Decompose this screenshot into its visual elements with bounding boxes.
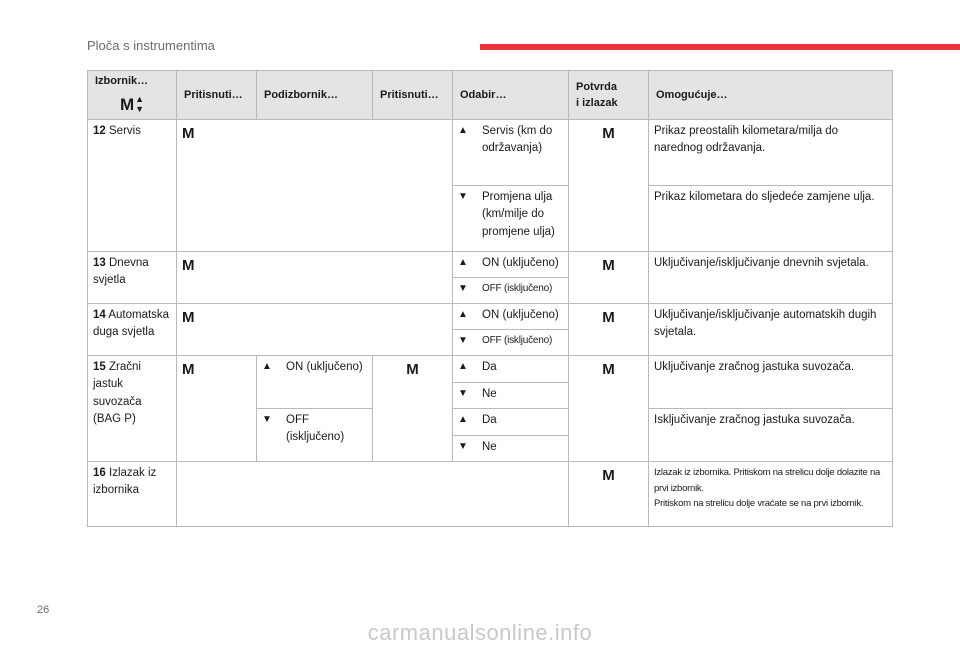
header-potvrda-line1: Potvrda	[576, 80, 617, 93]
option-label: Da	[482, 361, 497, 373]
item-label: Servis	[109, 125, 141, 137]
press-m-cell	[177, 252, 453, 304]
arrow-up-icon: ▲	[458, 257, 468, 268]
watermark: carmanualsonline.info	[367, 620, 593, 645]
arrow-up-icon: ▲	[458, 361, 468, 372]
page-number: 26	[37, 604, 50, 616]
submenu-cell	[257, 409, 373, 462]
menu-item-izlazak	[88, 462, 177, 527]
selection-cell	[453, 436, 569, 462]
header-podizbornik: Podizbornik…	[257, 71, 373, 120]
arrow-down-icon: ▼	[458, 283, 468, 294]
confirm-cell	[569, 462, 649, 527]
item-label: Izlazak iz izbornika	[93, 467, 157, 497]
menu-key-icon: M	[182, 257, 195, 274]
arrow-down-icon: ▼	[262, 414, 272, 425]
header-potvrda-line2: i izlazak	[576, 97, 618, 109]
confirm-cell	[569, 356, 649, 462]
arrow-down-icon: ▼	[458, 388, 468, 399]
selection-cell	[453, 409, 569, 436]
submenu-cell	[257, 356, 373, 409]
empty-cell	[177, 462, 569, 527]
arrow-up-icon: ▲	[458, 414, 468, 425]
table-row	[88, 304, 893, 330]
option-label: OFF (isključeno)	[482, 283, 553, 294]
header-potvrda	[569, 71, 649, 120]
description-cell: Uključivanje zračnog jastuka suvozača.	[649, 356, 893, 409]
confirm-cell	[569, 120, 649, 252]
selection-cell	[453, 330, 569, 356]
press-m-cell	[373, 356, 453, 462]
option-label: ON (uključeno)	[482, 257, 559, 269]
description-cell: Prikaz preostalih kilometara/milja do narednog održavanja.	[649, 120, 893, 186]
table-header-row	[88, 71, 893, 120]
menu-item-servis	[88, 120, 177, 252]
confirm-cell	[569, 304, 649, 356]
menu-key-icon: M	[119, 94, 135, 114]
arrow-down-icon: ▼	[135, 104, 145, 115]
table-row	[88, 252, 893, 278]
arrow-up-icon: ▲	[135, 94, 145, 105]
header-izbornik	[88, 71, 177, 120]
table-row	[88, 120, 893, 186]
selection-cell	[453, 120, 569, 186]
submenu-label: OFF (isključeno)	[286, 414, 345, 444]
description-cell: Prikaz kilometara do sljedeće zamjene ulja.	[649, 186, 893, 252]
option-label: Da	[482, 414, 497, 426]
menu-key-icon: M	[182, 309, 195, 326]
arrow-up-icon: ▲	[262, 361, 272, 372]
arrow-up-icon: ▲	[458, 125, 468, 136]
arrow-down-icon: ▼	[458, 191, 468, 202]
description-cell: Uključivanje/isključivanje automatskih dugih svjetala.	[649, 304, 893, 356]
item-number: 13	[93, 257, 106, 269]
item-label: Zračni jastuk suvozača (BAG P)	[93, 361, 142, 425]
menu-key-icon: M	[602, 361, 615, 378]
table-row	[88, 356, 893, 383]
menu-item-zracni-jastuk	[88, 356, 177, 462]
header-pritisnuti-1: Pritisnuti…	[177, 71, 257, 120]
selection-cell	[453, 252, 569, 278]
header-odabir: Odabir…	[453, 71, 569, 120]
item-label: Dnevna svjetla	[93, 257, 149, 287]
option-label: Promjena ulja (km/milje do promjene ulja)	[482, 191, 555, 238]
option-label: Ne	[482, 441, 497, 453]
description-cell: Isključivanje zračnog jastuka suvozača.	[649, 409, 893, 462]
selection-cell	[453, 304, 569, 330]
press-m-cell	[177, 356, 257, 462]
item-number: 15	[93, 361, 106, 373]
item-number: 16	[93, 467, 106, 479]
option-label: Ne	[482, 388, 497, 400]
menu-item-automatska-duga-svjetla	[88, 304, 177, 356]
header-izbornik-label: Izbornik…	[95, 75, 149, 87]
confirm-cell	[569, 252, 649, 304]
selection-cell	[453, 278, 569, 304]
menu-key-icon: M	[602, 309, 615, 326]
press-m-cell	[177, 120, 453, 252]
header-omogucuje: Omogućuje…	[649, 71, 893, 120]
submenu-label: ON (uključeno)	[286, 361, 363, 373]
description-cell	[649, 462, 893, 527]
page-header-title: Ploča s instrumentima	[87, 38, 215, 53]
item-label: Automatska duga svjetla	[93, 309, 170, 339]
option-label: Servis (km do održavanja)	[482, 125, 553, 155]
option-label: ON (uključeno)	[482, 309, 559, 321]
description-line: Pritiskom na strelicu dolje vraćate se na prvi izbornik.	[654, 498, 864, 510]
menu-key-icon: M	[602, 257, 615, 274]
option-label: OFF (isključeno)	[482, 335, 553, 346]
arrow-down-icon: ▼	[458, 335, 468, 346]
table-row	[88, 462, 893, 527]
selection-cell	[453, 356, 569, 383]
menu-key-icon: M	[406, 361, 419, 378]
arrow-up-icon: ▲	[458, 309, 468, 320]
item-number: 12	[93, 125, 106, 137]
item-number: 14	[93, 309, 106, 321]
selection-cell	[453, 186, 569, 252]
menu-key-icon: M	[182, 125, 195, 142]
description-line: Izlazak iz izbornika. Pritiskom na strelicu dolje dolazite na prvi izbornik.	[654, 467, 881, 494]
selection-cell	[453, 383, 569, 409]
press-m-cell	[177, 304, 453, 356]
menu-table	[87, 70, 893, 527]
menu-item-dnevna-svjetla	[88, 252, 177, 304]
header-accent-bar	[480, 44, 960, 50]
menu-key-icon: M	[602, 125, 615, 142]
description-cell: Uključivanje/isključivanje dnevnih svjetala.	[649, 252, 893, 304]
arrow-down-icon: ▼	[458, 441, 468, 452]
header-pritisnuti-2: Pritisnuti…	[373, 71, 453, 120]
menu-scroll-icon	[95, 92, 169, 118]
menu-key-icon: M	[602, 467, 615, 484]
menu-key-icon: M	[182, 361, 195, 378]
